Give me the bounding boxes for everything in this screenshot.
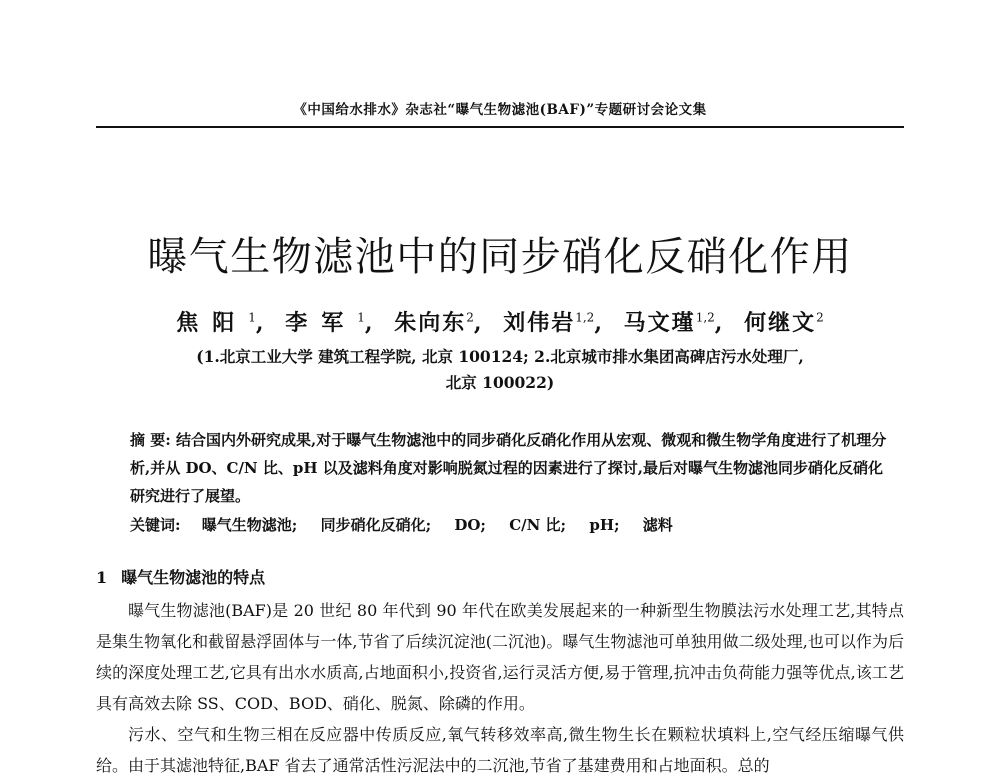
body-paragraph: 污水、空气和生物三相在反应器中传质反应,氧气转移效率高,微生物生长在颗粒状填料上,空气经压缩曝气供给。由于其滤池特征,BAF 省去了通常活性污泥法中的二沉池,节省了基建费用和占地面积。总的 bbox=[96, 725, 904, 775]
keyword: 滤料 bbox=[642, 516, 673, 534]
author-name: 刘伟岩 bbox=[503, 310, 576, 336]
author-affiliation-mark: 1,2 bbox=[575, 310, 595, 325]
author bbox=[503, 306, 594, 337]
author-separator: , bbox=[473, 310, 482, 336]
author-name: 朱向东 bbox=[394, 310, 467, 336]
affiliations bbox=[0, 344, 1000, 396]
keyword: 曝气生物滤池; bbox=[201, 516, 298, 534]
keyword: 同步硝化反硝化; bbox=[320, 516, 432, 534]
keyword: C/N 比; bbox=[509, 516, 567, 534]
author-affiliation-mark: 1 bbox=[357, 310, 365, 325]
author-affiliation-mark: 1 bbox=[248, 310, 256, 325]
abstract bbox=[130, 426, 890, 510]
section-body bbox=[96, 595, 904, 781]
header-rule bbox=[96, 126, 904, 128]
author-separator: , bbox=[255, 310, 264, 336]
author-affiliation-mark: 2 bbox=[466, 310, 474, 325]
section-number: 1 bbox=[96, 568, 108, 587]
body-paragraph: 曝气生物滤池(BAF)是 20 世纪 80 年代到 90 年代在欧美发展起来的一种新型生物膜法污水处理工艺,其特点是集生物氧化和截留悬浮固体与一体,节省了后续沉淀池(二沉池)。曝气生物滤池可单独用做二级处理,也可以作为后续的深度处理工艺,它具有出水水质高,占地面积小,投资省,运行灵活方便,易于管理,抗冲击负荷能力强等优点,该工艺具有高效去除 SS、COD、BOD、硝化、脱氮、除磷的作用。 bbox=[96, 601, 904, 713]
author bbox=[744, 306, 824, 337]
author-separator: , bbox=[594, 310, 602, 336]
section-title: 曝气生物滤池的特点 bbox=[121, 568, 266, 587]
author-name: 焦阳 bbox=[176, 310, 249, 336]
author bbox=[285, 306, 365, 337]
author bbox=[394, 306, 474, 337]
section-heading bbox=[96, 565, 265, 588]
author-affiliation-mark: 2 bbox=[816, 310, 824, 325]
author-name: 何继文 bbox=[744, 310, 817, 336]
keyword: pH; bbox=[589, 516, 620, 534]
author-separator: , bbox=[714, 310, 723, 336]
author bbox=[176, 306, 256, 337]
author-name: 马文瑾 bbox=[623, 310, 696, 336]
affiliation-line: 北京 100022) bbox=[445, 373, 555, 392]
author-separator: , bbox=[364, 310, 373, 336]
keywords-label: 关键词: bbox=[130, 516, 181, 534]
keyword: DO; bbox=[454, 516, 486, 534]
running-header: 《中国给水排水》杂志社“曝气生物滤池(BAF)”专题研讨会论文集 bbox=[293, 102, 707, 118]
affiliation-line: (1.北京工业大学 建筑工程学院, 北京 100124; 2.北京城市排水集团高碑店污水处理厂, bbox=[196, 347, 804, 366]
author bbox=[624, 306, 715, 337]
abstract-label: 摘 要: bbox=[130, 431, 171, 449]
author-list bbox=[0, 306, 1000, 337]
author-affiliation-mark: 1,2 bbox=[695, 310, 715, 325]
abstract-text: 结合国内外研究成果,对于曝气生物滤池中的同步硝化反硝化作用从宏观、微观和微生物学角度进行了机理分析,并从 DO、C/N 比、pH 以及滤料角度对影响脱氮过程的因素进行了探讨,最后对曝气生物滤池同步硝化反硝化研究进行了展望。 bbox=[130, 431, 887, 505]
author-name: 李军 bbox=[285, 310, 358, 336]
article-title: 曝气生物滤池中的同步硝化反硝化作用 bbox=[147, 234, 853, 280]
keywords bbox=[130, 511, 890, 539]
